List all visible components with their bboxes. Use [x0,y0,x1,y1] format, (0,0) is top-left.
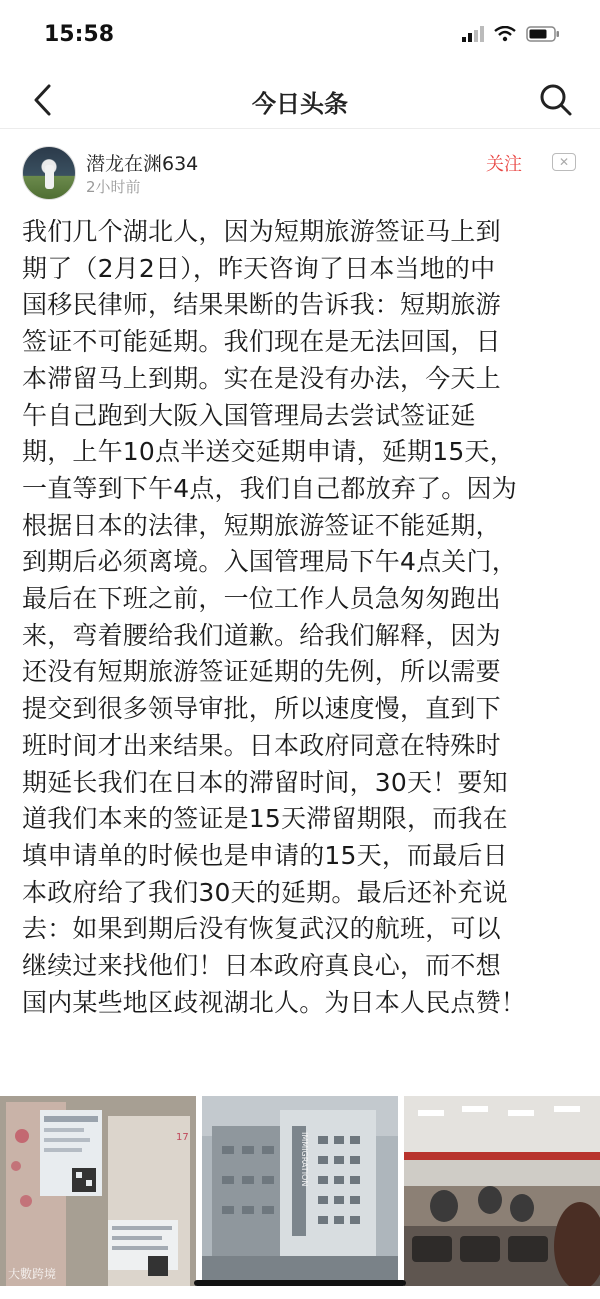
post-line: 去：如果到期后没有恢复武汉的航班，可以 [22,914,501,944]
author-row [22,146,578,202]
post-line: 还没有短期旅游签证延期的先例，所以需要 [22,657,501,687]
image-row [0,1096,600,1286]
svg-text:17: 17 [176,1132,189,1143]
office-illustration [404,1096,600,1286]
status-bar [0,0,600,72]
post-line: 我们几个湖北人，因为短期旅游签证马上到 [22,217,501,246]
building-sign: IMMIGRATION [300,1132,309,1187]
nav-bar [0,72,600,129]
post-line: 一直等到下午4点，我们自己都放弃了。因为 [22,473,517,503]
post-line: 来，弯着腰给我们道歉。给我们解释，因为 [22,620,501,650]
follow-button[interactable]: 关注 [486,154,522,175]
status-icons [462,26,560,42]
avatar[interactable] [22,146,76,200]
post-line: 本滞留马上到期。实在是没有办法，今天上 [22,363,501,393]
signal-icon [462,26,484,42]
post-line: 根据日本的法律，短期旅游签证不能延期， [22,510,501,540]
post-line: 期延长我们在日本的滞留时间，30天！要知 [22,767,508,797]
post-line: 本政府给了我们30天的延期。最后还补充说 [22,877,508,907]
battery-icon [526,26,560,42]
post-line: 填申请单的时候也是申请的15天，而最后日 [22,840,508,870]
post-line: 国内某些地区歧视湖北人。为日本人民点赞！ [22,987,527,1017]
dismiss-button[interactable] [552,153,576,171]
post-line: 午自己跑到大阪入国管理局去尝试签证延 [22,400,476,430]
post-line: 最后在下班之前，一位工作人员急匆匆跑出 [22,584,501,614]
page-title: 今日头条 [252,90,348,118]
office-photo[interactable] [404,1096,600,1286]
passport-photo[interactable] [0,1096,196,1286]
post-body [22,214,584,1021]
post-line: 期了（2月2日），昨天咨询了日本当地的中 [22,253,496,283]
post-line: 提交到很多领导审批，所以速度慢，直到下 [22,694,501,724]
post-line: 到期后必须离境。入国管理局下午4点关门， [22,547,517,577]
avatar-figure [45,165,54,189]
home-indicator [194,1280,406,1286]
search-icon[interactable] [538,82,574,118]
post-line: 继续过来找他们！日本政府真良心，而不想 [22,951,501,981]
author-name[interactable]: 潜龙在渊634 [86,153,199,175]
watermark: 大數跨境 [8,1267,57,1281]
post-line: 国移民律师，结果果断的告诉我：短期旅游 [22,290,501,320]
status-time: 15:58 [44,22,115,47]
post-line: 道我们本来的签证是15天滞留期限，而我在 [22,804,508,834]
post-line: 期，上午10点半送交延期申请，延期15天， [22,437,515,467]
post-time: 2小时前 [86,178,141,196]
building-photo[interactable] [202,1096,398,1286]
wifi-icon [494,26,516,42]
passport-illustration [0,1096,196,1286]
post-line: 签证不可能延期。我们现在是无法回国，日 [22,327,501,357]
post-line: 班时间才出来结果。日本政府同意在特殊时 [22,730,501,760]
building-illustration [202,1096,398,1286]
close-icon: ✕ [558,155,570,169]
